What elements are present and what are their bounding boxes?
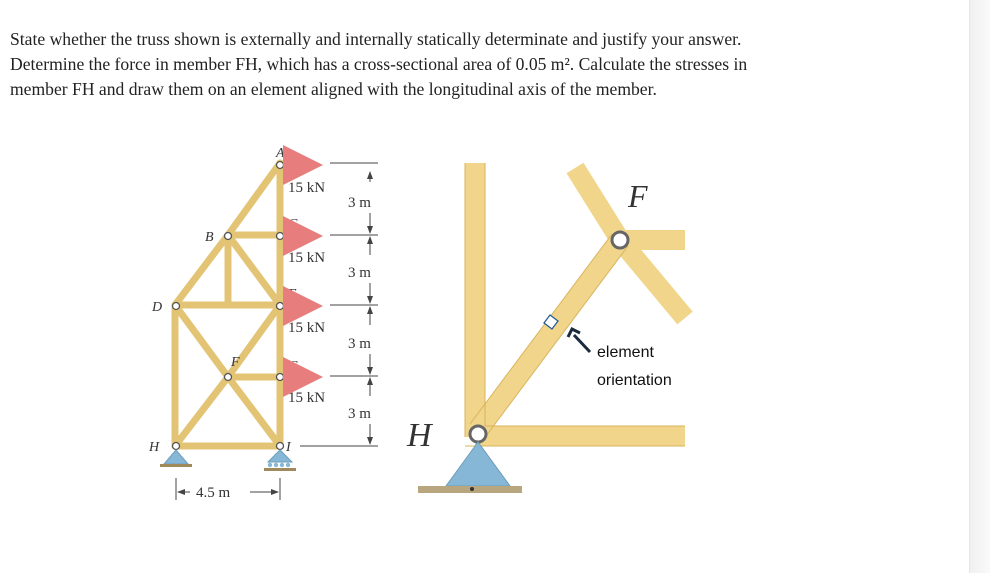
load-label-4: 15 kN	[288, 390, 326, 406]
question-line-2: Determine the force in member FH, which has a cross-sectional area of 0.05 m². Calculate the stresses in	[10, 54, 748, 74]
member-BE	[228, 235, 280, 305]
label-D: D	[152, 300, 163, 315]
label-G: G	[288, 359, 299, 374]
label-E: E	[288, 287, 297, 302]
detail-joint-F	[612, 232, 628, 248]
load-label-1: 15 kN	[288, 180, 326, 196]
detail-member-F-lower	[620, 240, 685, 318]
truss-diagram	[148, 146, 378, 501]
question-line-1: State whether the truss shown is externally and internally statically determinate and justify your answer.	[10, 29, 742, 49]
detail-label-H: H	[407, 417, 432, 454]
joint-C	[277, 233, 284, 240]
detail-label-F: F	[628, 178, 648, 214]
detail-members	[475, 163, 685, 437]
detail-pin-support	[418, 442, 522, 493]
label-H: H	[149, 440, 160, 455]
label-F: F	[231, 355, 240, 370]
width-label: 4.5 m	[196, 485, 231, 501]
label-C: C	[288, 217, 298, 232]
joint-A	[277, 162, 284, 169]
joint-E	[277, 303, 284, 310]
detail-member-F-upper	[575, 168, 620, 240]
member-FI	[228, 377, 280, 446]
annotation-arrow	[568, 329, 590, 352]
vertical-scrollbar[interactable]	[969, 0, 990, 573]
height-label-2: 3 m	[348, 265, 371, 281]
load-arrows	[283, 165, 318, 377]
height-label-4: 3 m	[348, 406, 371, 422]
load-label-3: 15 kN	[288, 320, 326, 336]
pin-support-H	[160, 450, 192, 467]
detail-member-FH	[478, 240, 620, 430]
joint-I	[277, 443, 284, 450]
joint-F	[225, 374, 232, 381]
member-DF	[175, 305, 228, 377]
height-label-3: 3 m	[348, 336, 371, 352]
question-line-3: member FH and draw them on an element aligned with the longitudinal axis of the member.	[10, 79, 657, 99]
member-AB	[228, 163, 280, 235]
label-B: B	[205, 230, 214, 245]
joint-G	[277, 374, 284, 381]
joint-H	[173, 443, 180, 450]
load-label-2: 15 kN	[288, 250, 326, 266]
annotation-line-1: element	[597, 344, 654, 361]
label-A: A	[276, 146, 285, 161]
joint-D	[173, 303, 180, 310]
member-BD	[175, 235, 228, 305]
detail-joint-H	[470, 426, 486, 442]
joint-detail-diagram	[406, 163, 685, 493]
label-I: I	[286, 440, 291, 455]
roller-support-I	[264, 450, 296, 471]
member-FH	[175, 377, 228, 446]
height-label-1: 3 m	[348, 195, 371, 211]
truss-members	[175, 163, 280, 446]
annotation-line-2: orientation	[597, 372, 672, 389]
joint-B	[225, 233, 232, 240]
